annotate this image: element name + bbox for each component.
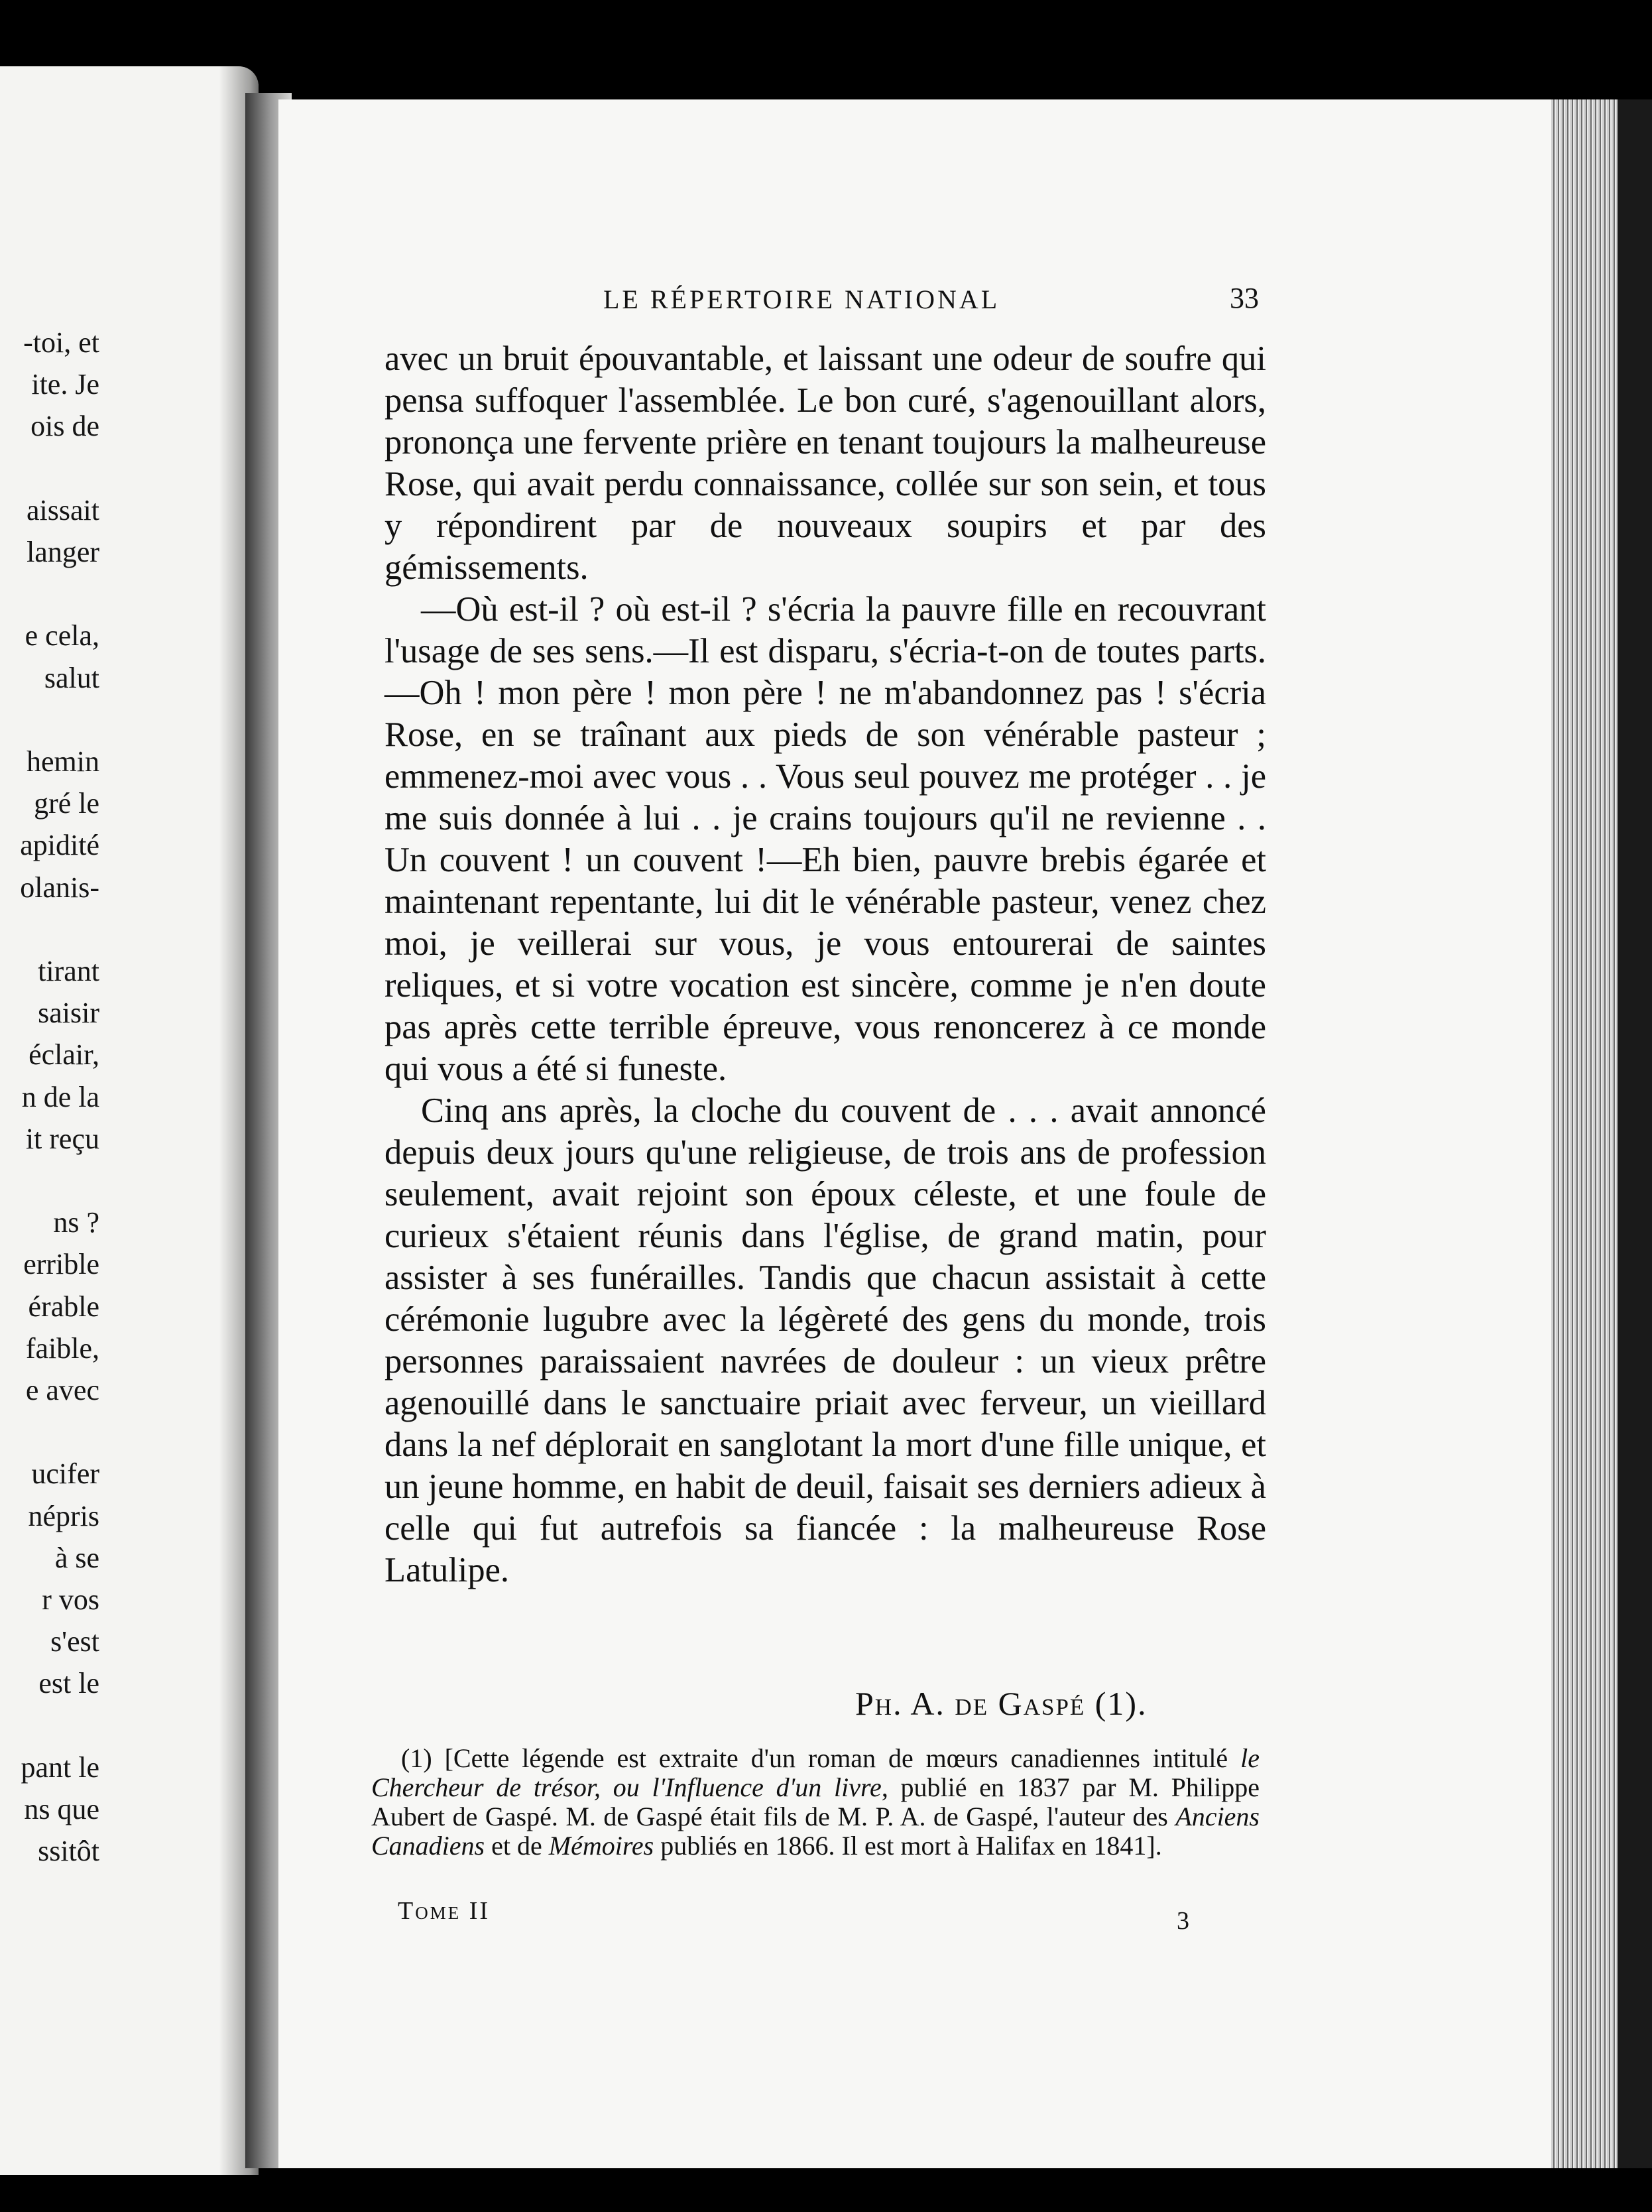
previous-page-line: népris xyxy=(28,1499,99,1532)
previous-page xyxy=(0,66,259,2175)
previous-page-line: e avec xyxy=(25,1374,99,1406)
previous-page-line: à se xyxy=(54,1541,99,1574)
footnote-text: (1) [Cette légende est extraite d'un roman de mœurs canadiennes intitulé xyxy=(401,1743,1241,1773)
previous-page-line: r vos xyxy=(42,1583,99,1616)
page-number: 33 xyxy=(1230,282,1259,314)
previous-page-line: saisir xyxy=(38,997,99,1030)
previous-page-line: ns que xyxy=(24,1793,99,1825)
previous-page-line: aissait xyxy=(27,493,99,526)
previous-page-line: tirant xyxy=(38,955,99,987)
page-edges-shadow xyxy=(1618,99,1652,2168)
footnote xyxy=(371,1744,1260,1861)
previous-page-line: ssitôt xyxy=(38,1835,99,1868)
footnote-text: , publié en 1837 par M. Philippe Aubert de Gaspé. M. de Gaspé était fils de M. P. A. de Gaspé, l'auteur des xyxy=(371,1772,1260,1831)
volume-mark: Tome II xyxy=(398,1897,491,1925)
previous-page-line: est le xyxy=(38,1667,99,1700)
footnote-title: Mémoires xyxy=(548,1831,654,1861)
previous-page-line: errible xyxy=(23,1248,99,1281)
previous-page-line: apidité xyxy=(20,829,99,862)
previous-page-line: e cela, xyxy=(25,619,99,652)
running-head: LE RÉPERTOIRE NATIONAL xyxy=(603,284,1000,314)
previous-page-line: ucifer xyxy=(31,1457,99,1491)
paragraph: avec un bruit épouvantable, et laissant une odeur de soufre qui pensa suffoquer l'assemblée. Le bon curé, s'agenouillant alors, prononça une fervente prière en tenant toujours la malheureuse Rose, qui avait perdu connaissance, collée sur son sein, et tous y répondirent par de nouveaux soupirs et par des gémissements. xyxy=(384,339,1266,587)
previous-page-line: ite. Je xyxy=(31,368,99,401)
paragraph: Cinq ans après, la cloche du couvent de . . . avait annoncé depuis deux jours qu'une religieuse, de trois ans de profession seulement, avait rejoint son époux céleste, et une foule de curieux s'étaient réunis dans l'église, de grand matin, pour assister à ses funérailles. Tandis que chacun assistait à cette cérémonie lugubre avec la légèreté des gens du monde, trois personnes paraissaient navrées de douleur : un vieux prêtre agenouillé dans le sanctuaire priait avec ferveur, un vieillard dans la nef déplorait en sanglotant la mort d'une fille unique, et un jeune homme, en habit de deuil, faisait ses derniers adieux à celle qui fut autrefois sa fiancée : la malheureuse Rose Latulipe. xyxy=(384,1091,1266,1589)
previous-page-line: ns ? xyxy=(53,1206,99,1239)
previous-page-line: it reçu xyxy=(25,1122,99,1155)
previous-page-line: olanis- xyxy=(20,871,99,904)
previous-page-line: ois de xyxy=(30,410,99,443)
previous-page-line: pant le xyxy=(21,1751,99,1784)
footnote-text: publiés en 1866. Il est mort à Halifax en 1841]. xyxy=(654,1831,1162,1861)
previous-page-line: langer xyxy=(27,536,99,568)
gathering-number: 3 xyxy=(1177,1907,1189,1935)
footnote-text: et de xyxy=(485,1831,549,1861)
paragraph: —Où est-il ? où est-il ? s'écria la pauvre fille en recouvrant l'usage de ses sens.—Il est disparu, s'écria-t-on de toutes parts.—Oh ! mon père ! mon père ! ne m'abandonnez pas ! s'écria Rose, en se traînant aux pieds de son vénérable pasteur ; emmenez-moi avec vous . . Vous seul pouvez me protéger . . je me suis donnée à lui . . je crains toujours qu'il ne revienne . . Un couvent ! un couvent !—Eh bien, pauvre brebis égarée et maintenant repentante, lui dit le vénérable pasteur, venez chez moi, je veillerai sur vous, je vous entourerai de saintes reliques, et si votre vocation est sincère, comme je n'en doute pas après cette terrible épreuve, vous renoncerez à ce monde qui vous a été si funeste. xyxy=(384,590,1266,1088)
footnote-title: le Chercheur de trésor, ou l'Influence d'un livre xyxy=(371,1743,1260,1802)
previous-page-line: n de la xyxy=(21,1080,99,1113)
previous-page-line: gré le xyxy=(34,787,99,820)
previous-page-line: éclair, xyxy=(29,1038,99,1072)
previous-page-line: -toi, et xyxy=(23,326,99,359)
footnote-title: Anciens Canadiens xyxy=(371,1802,1260,1861)
body-text xyxy=(384,338,1266,1591)
author-signature: Ph. A. de Gaspé (1). xyxy=(855,1685,1148,1722)
previous-page-line: hemin xyxy=(27,745,99,778)
previous-page-line: érable xyxy=(28,1290,99,1323)
previous-page-line: salut xyxy=(44,661,99,694)
previous-page-line: s'est xyxy=(50,1625,99,1658)
previous-page-line: faible, xyxy=(25,1331,99,1365)
